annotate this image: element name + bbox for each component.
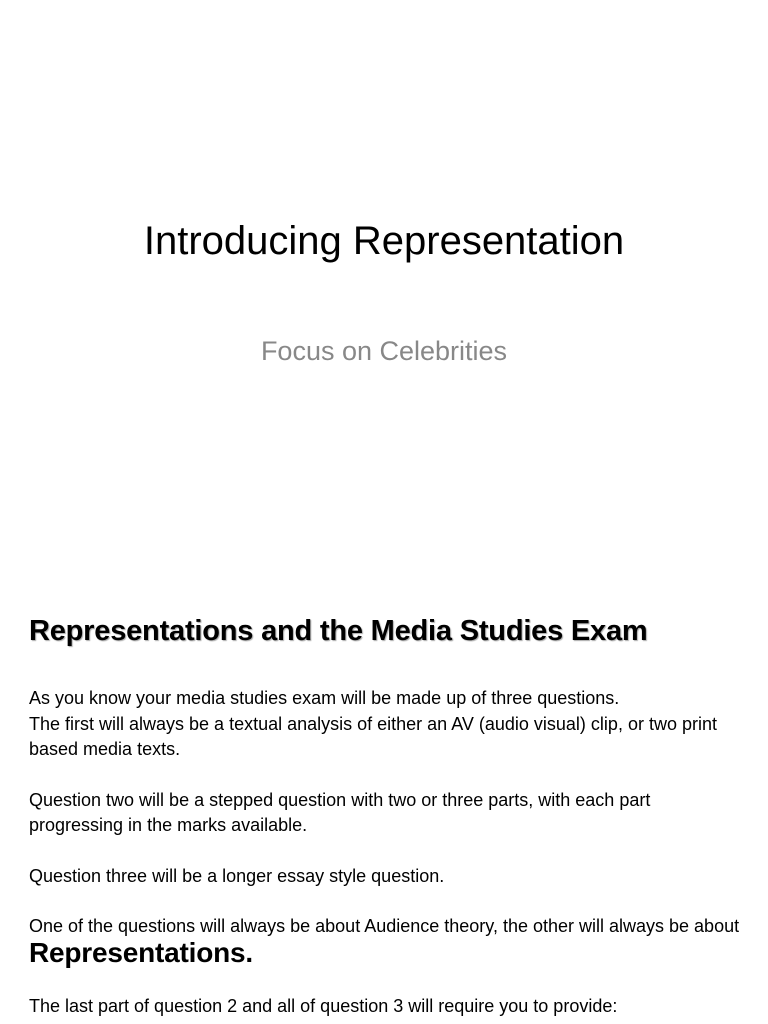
- paragraph-gap: [29, 889, 749, 914]
- paragraph-last-part: The last part of question 2 and all of question 3 will require you to provide:: [29, 996, 618, 1016]
- audience-theory-text: One of the questions will always be about Audience theory, the other will always be about: [29, 916, 740, 936]
- paragraph-question-three: Question three will be a longer essay style question.: [29, 865, 445, 886]
- paragraph-question-two: Question two will be a stepped question with two or three parts, with each part progressing in the marks available.: [29, 789, 651, 835]
- slide-subtitle: Focus on Celebrities: [260, 336, 508, 366]
- emphasis-representations: Representations: [29, 936, 246, 968]
- content-slide: [0, 576, 768, 1024]
- slide-title: Introducing Representation: [143, 219, 625, 263]
- slide-heading: Representations and the Media Studies Exam: [29, 615, 648, 647]
- paragraph-gap: [29, 839, 749, 864]
- paragraph-first-question: The first will always be a textual analysis of either an AV (audio visual) clip, or two print based media texts.: [29, 713, 717, 759]
- slide-body: [29, 686, 749, 1020]
- paragraph-audience-theory: [29, 914, 749, 969]
- paragraph-intro: As you know your media studies exam will be made up of three questions.: [29, 688, 620, 708]
- paragraph-gap: [29, 763, 749, 788]
- paragraph-gap: [29, 969, 749, 994]
- emphasis-suffix: .: [245, 936, 253, 968]
